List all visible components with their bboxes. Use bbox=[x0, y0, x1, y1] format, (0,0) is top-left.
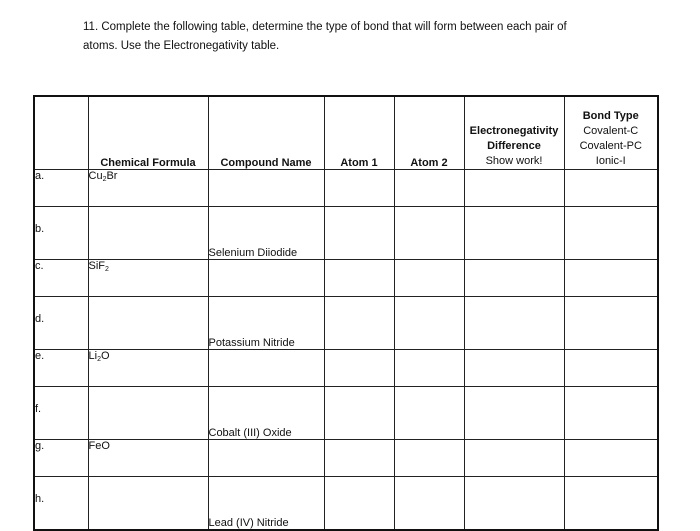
atom-2-cell[interactable] bbox=[394, 297, 464, 350]
chemical-formula-cell[interactable] bbox=[88, 207, 208, 260]
atom-2-cell[interactable] bbox=[394, 387, 464, 440]
table-row bbox=[34, 387, 658, 440]
atom-2-cell[interactable] bbox=[394, 477, 464, 531]
atom-1-cell[interactable] bbox=[324, 260, 394, 297]
bond-type-cell[interactable] bbox=[564, 350, 658, 387]
chemical-formula-cell[interactable] bbox=[88, 260, 208, 297]
table-row bbox=[34, 207, 658, 260]
row-letter: g. bbox=[34, 440, 88, 477]
row-letter: b. bbox=[34, 207, 88, 260]
en-diff-line-1: Electronegativity bbox=[469, 125, 559, 137]
chemical-formula-cell[interactable] bbox=[88, 477, 208, 531]
en-diff-line-3: Show work! bbox=[485, 155, 543, 167]
header-letter bbox=[34, 96, 88, 170]
compound-name-cell[interactable] bbox=[208, 170, 324, 207]
bond-type-line-1: Bond Type bbox=[582, 110, 639, 122]
compound-name-cell[interactable]: Lead (IV) Nitride bbox=[208, 477, 324, 531]
row-letter: h. bbox=[34, 477, 88, 531]
table-row bbox=[34, 260, 658, 297]
atom-2-cell[interactable] bbox=[394, 170, 464, 207]
en-diff-line-2: Difference bbox=[487, 140, 541, 152]
chemical-formula-cell[interactable] bbox=[88, 170, 208, 207]
header-compound-name: Compound Name bbox=[208, 96, 324, 170]
atom-1-cell[interactable] bbox=[324, 297, 394, 350]
bond-type-cell[interactable] bbox=[564, 260, 658, 297]
atom-1-cell[interactable] bbox=[324, 170, 394, 207]
compound-name-cell[interactable]: Cobalt (III) Oxide bbox=[208, 387, 324, 440]
formula-base: Cu bbox=[88, 170, 103, 182]
formula-subscript: 2 bbox=[97, 356, 101, 363]
chemical-formula-cell[interactable] bbox=[88, 440, 208, 477]
formula-base: SiF bbox=[88, 260, 105, 272]
bond-type-cell[interactable] bbox=[564, 297, 658, 350]
electronegativity-difference-cell[interactable] bbox=[464, 260, 564, 297]
header-row bbox=[34, 96, 658, 170]
bond-type-cell[interactable] bbox=[564, 440, 658, 477]
electronegativity-difference-cell[interactable] bbox=[464, 387, 564, 440]
table-row bbox=[34, 350, 658, 387]
electronegativity-difference-cell[interactable] bbox=[464, 350, 564, 387]
formula-tail: O bbox=[100, 350, 110, 362]
formula-base: Li bbox=[88, 350, 98, 362]
row-letter: f. bbox=[34, 387, 88, 440]
atom-1-cell[interactable] bbox=[324, 350, 394, 387]
electronegativity-difference-cell[interactable] bbox=[464, 170, 564, 207]
electronegativity-difference-cell[interactable] bbox=[464, 477, 564, 531]
compound-name-cell[interactable] bbox=[208, 440, 324, 477]
compound-name-cell[interactable]: Selenium Diiodide bbox=[208, 207, 324, 260]
chemical-formula-cell[interactable] bbox=[88, 297, 208, 350]
bond-type-line-4: Ionic-I bbox=[595, 155, 626, 167]
question-text bbox=[83, 18, 643, 56]
bond-type-cell[interactable] bbox=[564, 207, 658, 260]
question-line-1: 11. Complete the following table, determine the type of bond that will form between each pair of bbox=[83, 21, 567, 33]
row-letter: e. bbox=[34, 350, 88, 387]
atom-1-cell[interactable] bbox=[324, 440, 394, 477]
bond-type-line-2: Covalent-C bbox=[583, 125, 639, 137]
electronegativity-difference-cell[interactable] bbox=[464, 297, 564, 350]
bond-type-cell[interactable] bbox=[564, 477, 658, 531]
atom-1-cell[interactable] bbox=[324, 387, 394, 440]
row-letter: d. bbox=[34, 297, 88, 350]
row-letter: c. bbox=[34, 260, 88, 297]
compound-name-cell[interactable] bbox=[208, 350, 324, 387]
table-row bbox=[34, 170, 658, 207]
chemical-formula-cell[interactable] bbox=[88, 387, 208, 440]
table-row bbox=[34, 477, 658, 531]
question-line-2: atoms. Use the Electronegativity table. bbox=[83, 40, 280, 52]
atom-2-cell[interactable] bbox=[394, 350, 464, 387]
compound-name-cell[interactable]: Potassium Nitride bbox=[208, 297, 324, 350]
atom-1-cell[interactable] bbox=[324, 207, 394, 260]
atom-2-cell[interactable] bbox=[394, 207, 464, 260]
table-row bbox=[34, 297, 658, 350]
formula-base: FeO bbox=[88, 440, 110, 452]
atom-2-cell[interactable] bbox=[394, 260, 464, 297]
header-chemical-formula: Chemical Formula bbox=[88, 96, 208, 170]
header-electronegativity-difference bbox=[464, 96, 564, 170]
row-letter: a. bbox=[34, 170, 88, 207]
electronegativity-difference-cell[interactable] bbox=[464, 440, 564, 477]
bond-type-cell[interactable] bbox=[564, 170, 658, 207]
formula-subscript: 2 bbox=[102, 176, 107, 183]
compound-name-cell[interactable] bbox=[208, 260, 324, 297]
electronegativity-difference-cell[interactable] bbox=[464, 207, 564, 260]
header-bond-type bbox=[564, 96, 658, 170]
header-atom-2: Atom 2 bbox=[394, 96, 464, 170]
bond-type-table bbox=[33, 95, 659, 531]
table-row bbox=[34, 440, 658, 477]
bond-type-cell[interactable] bbox=[564, 387, 658, 440]
atom-2-cell[interactable] bbox=[394, 440, 464, 477]
atom-1-cell[interactable] bbox=[324, 477, 394, 531]
formula-subscript: 2 bbox=[105, 266, 109, 273]
formula-tail: Br bbox=[106, 170, 118, 182]
header-atom-1: Atom 1 bbox=[324, 96, 394, 170]
chemical-formula-cell[interactable] bbox=[88, 350, 208, 387]
bond-type-line-3: Covalent-PC bbox=[579, 140, 642, 152]
